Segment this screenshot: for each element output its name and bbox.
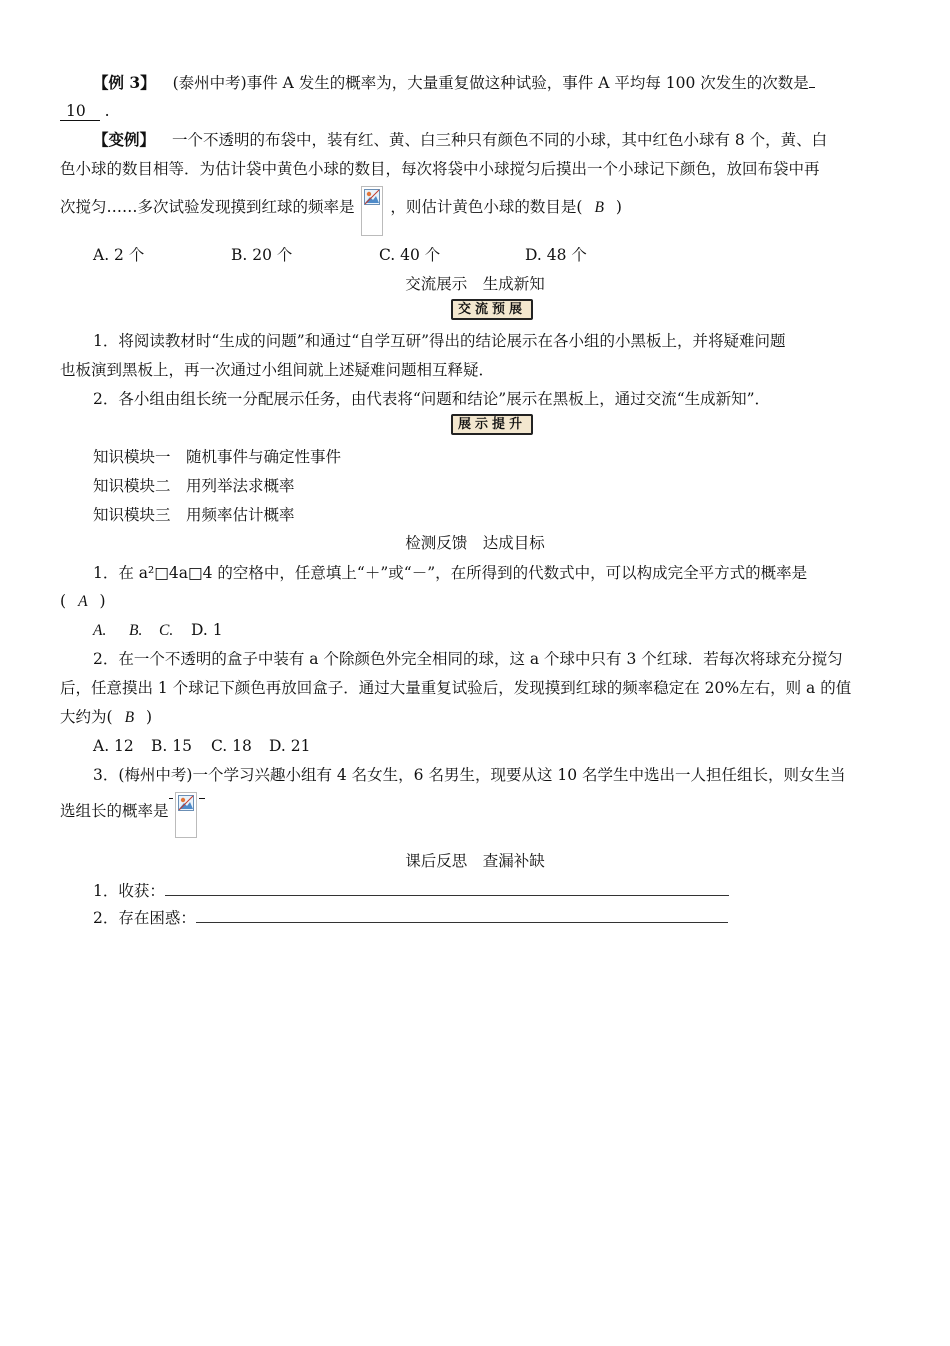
- test-q1-line2: [60, 590, 892, 613]
- test-q1-close: ): [99, 592, 106, 610]
- variant-text-3a: 次搅匀……多次试验发现摸到红球的频率是: [60, 198, 355, 216]
- test-q2-open: 大约为(: [60, 708, 113, 726]
- broken-image-icon: [178, 795, 194, 811]
- reflect-item2: [93, 907, 925, 929]
- variant-line1: [93, 129, 925, 151]
- exchange-heading: 交流展示 生成新知: [405, 275, 545, 293]
- test-q2-close: ): [146, 708, 153, 726]
- variant-option-d: D. 48 个: [525, 246, 587, 264]
- variant-text-1: 一个不透明的布袋中，装有红、黄、白三种只有颜色不同的小球，其中红色小球有 8 个，黄、白: [171, 131, 828, 149]
- example3-answer: 10: [60, 102, 100, 121]
- test-heading: 检测反馈 达成目标: [405, 534, 545, 552]
- exchange-item1-line2: 也板演到黑板上，再一次通过小组间就上述疑难问题相互释疑．: [60, 361, 495, 379]
- test-q1-option-b: B.: [129, 622, 143, 639]
- variant-answer: B: [594, 199, 604, 216]
- exchange-item1-line1: 1．将阅读教材时“生成的问题”和通过“自学互研”得出的结论展示在各小组的小黑板上，并将疑难问题: [93, 332, 786, 350]
- test-q2-line3: [60, 706, 892, 729]
- reflect-item2-label: 2．存在困惑：: [93, 909, 196, 927]
- variant-line3: [60, 186, 892, 236]
- knowledge-module-3: 知识模块三 用频率估计概率: [93, 506, 295, 524]
- example3-text: (泰州中考)事件 A 发生的概率为，大量重复做这种试验，事件 A 平均每 100 次发生的次数是: [172, 74, 809, 92]
- test-q2-option-d: D. 21: [269, 737, 311, 755]
- test-q3-text: 选组长的概率是: [60, 802, 169, 820]
- example3-line2: [60, 100, 892, 122]
- confusion-blank-line[interactable]: [196, 908, 728, 923]
- exchange-item2: 2．各小组由组长统一分配展示任务，由代表将“问题和结论”展示在黑板上，通过交流“生成新知”．: [93, 390, 771, 408]
- reflect-item1-label: 1．收获：: [93, 882, 165, 900]
- example3-line1: [93, 72, 925, 94]
- reflect-item1: [93, 880, 925, 902]
- variant-option-a: A. 2 个: [93, 246, 145, 264]
- test-q2-options: [93, 735, 925, 757]
- q3-fraction-image-icon: [175, 792, 197, 838]
- test-q1-answer: A: [78, 593, 88, 610]
- test-q2-option-b: B. 15: [151, 737, 192, 755]
- example3-tag: 【例 3】: [93, 73, 156, 92]
- test-q1-option-c: C.: [159, 622, 174, 639]
- show-badge: 展示提升: [451, 414, 533, 435]
- variant-option-b: B. 20 个: [231, 246, 293, 264]
- test-q3-line1: 3．(梅州中考)一个学习兴趣小组有 4 名女生，6 名男生，现要从这 10 名学生中选出一人担任组长，则女生当: [93, 766, 846, 784]
- test-q2-option-c: C. 18: [211, 737, 252, 755]
- test-q3-line2: [60, 792, 892, 842]
- test-q1-option-d: D. 1: [191, 621, 223, 639]
- test-q1-option-a: A.: [93, 622, 107, 639]
- variant-text-3b: ，则估计黄色小球的数目是(: [390, 198, 583, 216]
- variant-close-paren: ): [615, 198, 622, 216]
- knowledge-module-1: 知识模块一 随机事件与确定性事件: [93, 448, 342, 466]
- variant-options: [93, 244, 925, 266]
- test-q1-options: [93, 619, 925, 642]
- knowledge-module-2: 知识模块二 用列举法求概率: [93, 477, 295, 495]
- harvest-blank-line[interactable]: [165, 881, 729, 896]
- example3-end: .: [104, 102, 110, 120]
- reflect-heading: 课后反思 查漏补缺: [405, 852, 545, 870]
- test-q1-open: (: [60, 592, 67, 610]
- exchange-badge: 交流预展: [451, 299, 533, 320]
- test-q1-line1: 1．在 a²□4a□4 的空格中，任意填上“＋”或“－”，在所得到的代数式中，可以构成完全平方式的概率是: [93, 564, 808, 582]
- test-q2-option-a: A. 12: [93, 737, 134, 755]
- variant-tag: 【变例】: [93, 130, 156, 149]
- test-q2-line1: 2．在一个不透明的盒子中装有 a 个除颜色外完全相同的球，这 a 个球中只有 3 个红球．若每次将球充分搅匀: [93, 650, 843, 668]
- test-q2-answer: B: [124, 709, 135, 726]
- variant-line2: 色小球的数目相等．为估计袋中黄色小球的数目，每次将袋中小球搅匀后摸出一个小球记下颜色，放回布袋中再: [60, 160, 820, 178]
- fraction-image-icon: [361, 186, 383, 236]
- test-q2-line2: 后，任意摸出 1 个球记下颜色再放回盒子．通过大量重复试验后，发现摸到红球的频率稳定在 20%左右，则 a 的值: [60, 679, 852, 697]
- variant-option-c: C. 40 个: [379, 246, 441, 264]
- broken-image-icon: [364, 189, 380, 205]
